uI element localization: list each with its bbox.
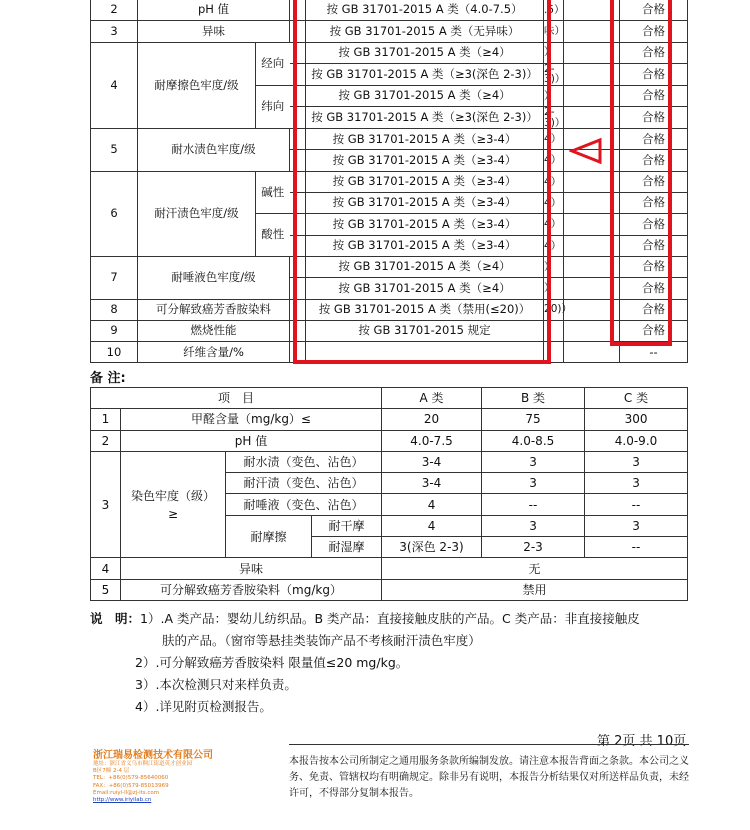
spec-cell: 按 GB 31701-2015 A 类（≥3(深色 2-3)） [306,63,544,85]
value-c: 4.0-9.0 [585,430,688,451]
table-row [91,430,688,451]
disclaimer: 本报告按本公司所制定之通用服务条款所编制发放。请注意本报告背面之条款。本公司之义务、免责、管辖权均有明确规定。除非另有说明，本报告分析结果仅对所送样品负责，未经许可，不得部分复制本报告。 [289,744,689,802]
value-b: 75 [482,409,585,430]
company-website-link[interactable]: http://www.iriyilab.cn [93,797,152,804]
verdict-cell: 合格 [620,214,688,235]
verdict-cell: 合格 [620,256,688,277]
ge-symbol: ≥ [167,506,179,521]
value-a: 4 [382,515,482,536]
sub-item: 酸性 [256,214,290,257]
value-b: 4.0-8.5 [482,430,585,451]
row-item: 可分解致癌芳香胺染料 [138,299,290,320]
value-c: 3 [585,451,688,472]
company-tel: TEL：+86(0)579-85640060 [93,775,169,782]
value-c: -- [585,537,688,558]
sub-item: 耐汗渍（变色、沾色） [226,473,382,494]
sub-sub-item: 耐干摩 [312,515,382,536]
header-item: 项 目 [91,388,382,409]
spec-cell: 按 GB 31701-2015 A 类（≥3-4） [306,171,544,192]
verdict-cell: 合格 [620,235,688,256]
table-row [91,388,688,409]
row-num: 5 [91,129,138,172]
spec-overflow-cell: ） [544,85,564,106]
row-item: 异味 [138,21,290,42]
row-num: 7 [91,256,138,299]
verdict-cell: -- [620,342,688,363]
sub-item: 纬向 [256,85,290,128]
company-info [93,746,273,803]
value-b: 3 [482,451,585,472]
table-row [91,579,688,600]
table-row [91,409,688,430]
spec-highlight-box [293,0,551,364]
spec-cell: 按 GB 31701-2015 A 类（无异味） [306,21,544,42]
spec-cell: 按 GB 31701-2015 A 类（≥4） [306,42,544,63]
verdict-cell: 合格 [620,193,688,214]
company-address-2: B区7幢 2-4 层 [93,768,130,775]
verdict-cell: 合格 [620,107,688,129]
verdict-cell: 合格 [620,0,688,21]
warning-triangle-icon [569,137,603,165]
spec-overflow-cell: 20)） [544,299,564,320]
verdict-cell: 合格 [620,85,688,106]
row-num: 4 [91,42,138,129]
row-num: 2 [91,430,121,451]
value-b: 3 [482,515,585,536]
sub-item: 经向 [256,42,290,85]
row-num: 1 [91,409,121,430]
spec-overflow-cell: .5） [544,0,564,21]
spec-overflow-cell: 4） [544,150,564,171]
row-item: 耐唾液色牢度/级 [138,256,290,299]
row-num: 4 [91,558,121,579]
spec-cell: 按 GB 31701-2015 A 类（4.0-7.5） [306,0,544,21]
row-num: 10 [91,342,138,363]
sub-item: 耐摩擦 [226,515,312,558]
table-row [91,451,688,472]
company-fax: FAX：+86(0)579-85013969 [93,782,169,789]
row-item: 耐水渍色牢度/级 [138,129,290,172]
verdict-cell: 合格 [620,63,688,85]
verdict-cell: 合格 [620,129,688,150]
value-a: 20 [382,409,482,430]
row-item: 甲醛含量（mg/kg）≤ [121,409,382,430]
explanation [90,608,640,718]
value-c: 3 [585,515,688,536]
note-4: 4）.详见附页检测报告。 [135,699,272,714]
company-email: Email:ruiyi-ll@zj-its.com [93,789,160,796]
spec-cell: 按 GB 31701-2015 A 类（≥3-4） [306,193,544,214]
value-b: 2-3 [482,537,585,558]
spec-cell: 按 GB 31701-2015 A 类（禁用(≤20)） [306,299,544,320]
explanation-label: 说 明： [90,611,141,626]
requirements-table [90,387,688,601]
row-num: 3 [91,451,121,557]
row-num: 5 [91,579,121,600]
row-item: pH 值 [121,430,382,451]
note-1: 1）.A 类产品：婴幼儿纺织品。B 类产品：直接接触皮肤的产品。C 类产品：非直接接触皮 [140,611,640,626]
spec-overflow-cell: 4） [544,214,564,235]
row-num: 3 [91,21,138,42]
table-row [91,558,688,579]
row-item: 耐摩擦色牢度/级 [138,42,256,129]
row-item: 可分解致癌芳香胺染料（mg/kg） [121,579,382,600]
row-item: 燃烧性能 [138,320,290,341]
sub-sub-item: 耐湿摩 [312,537,382,558]
note-3: 3）.本次检测只对来样负责。 [135,677,297,692]
sub-item: 耐唾液（变色、沾色） [226,494,382,515]
spec-cell: 按 GB 31701-2015 A 类（≥4） [306,85,544,106]
verdict-cell: 合格 [620,278,688,299]
value-c: 300 [585,409,688,430]
page-number: 第 2页 共 10页 [597,734,687,749]
row-item: 耐汗渍色牢度/级 [138,171,256,256]
verdict-cell: 合格 [620,42,688,63]
value-a: 3-4 [382,473,482,494]
header-a: A 类 [382,388,482,409]
value-a: 4 [382,494,482,515]
spec-cell: 按 GB 31701-2015 A 类（≥3-4） [306,235,544,256]
sub-item: 耐水渍（变色、沾色） [226,451,382,472]
header-c: C 类 [585,388,688,409]
sub-item: 碱性 [256,171,290,214]
verdict-cell: 合格 [620,150,688,171]
fastness-label: 染色牢度（级） [130,488,215,503]
spec-cell: 按 GB 31701-2015 规定 [306,320,544,341]
row-num: 6 [91,171,138,256]
spec-overflow-cell: 4） [544,193,564,214]
spec-overflow-cell: 2-3)） [544,62,566,86]
row-num: 8 [91,299,138,320]
spec-overflow-cell: ） [544,256,564,277]
spec-cell: 按 GB 31701-2015 A 类（≥3-4） [306,150,544,171]
value-c: 3 [585,473,688,494]
row-num: 2 [91,0,138,21]
spec-cell: 按 GB 31701-2015 A 类（≥4） [306,256,544,277]
verdict-cell: 合格 [620,171,688,192]
value-all: 禁用 [382,579,688,600]
spec-overflow-cell: 2-3)） [544,106,566,129]
value-all: 无 [382,558,688,579]
value-b: 3 [482,473,585,494]
spec-cell: 按 GB 31701-2015 A 类（≥4） [306,278,544,299]
note-1-cont: 肤的产品。（窗帘等悬挂类装饰产品不考核耐汗渍色牢度） [162,633,481,648]
row-item: pH 值 [138,0,290,21]
value-a: 3-4 [382,451,482,472]
value-c: -- [585,494,688,515]
row-item [121,451,226,557]
row-item: 异味 [121,558,382,579]
company-address: 地址：浙江省义乌市稠江街道英才创业园 [93,761,193,767]
remarks-title: 备 注: [90,371,126,386]
spec-cell: 按 GB 31701-2015 A 类（≥3-4） [306,214,544,235]
company-name: 浙江瑞易检测技术有限公司 [93,750,213,761]
spec-overflow-cell: ） [544,42,564,63]
spec-overflow-cell: 4） [544,171,564,192]
note-2: 2）.可分解致癌芳香胺染料 限量值≤20 mg/kg。 [135,655,409,670]
spec-overflow-cell: 味） [544,21,564,42]
header-b: B 类 [482,388,585,409]
spec-overflow-cell: 4） [544,235,564,256]
row-num: 9 [91,320,138,341]
verdict-cell: 合格 [620,21,688,42]
value-a: 4.0-7.5 [382,430,482,451]
spec-cell: 按 GB 31701-2015 A 类（≥3-4） [306,129,544,150]
row-item: 纤维含量/% [138,342,290,363]
verdict-cell: 合格 [620,320,688,341]
spec-overflow-cell: 4） [544,129,564,150]
verdict-cell: 合格 [620,299,688,320]
value-b: -- [482,494,585,515]
spec-cell: 按 GB 31701-2015 A 类（≥3(深色 2-3)） [306,107,544,129]
verdict-highlight-box [610,0,672,346]
spec-overflow-cell: ） [544,278,564,299]
value-a: 3(深色 2-3) [382,537,482,558]
